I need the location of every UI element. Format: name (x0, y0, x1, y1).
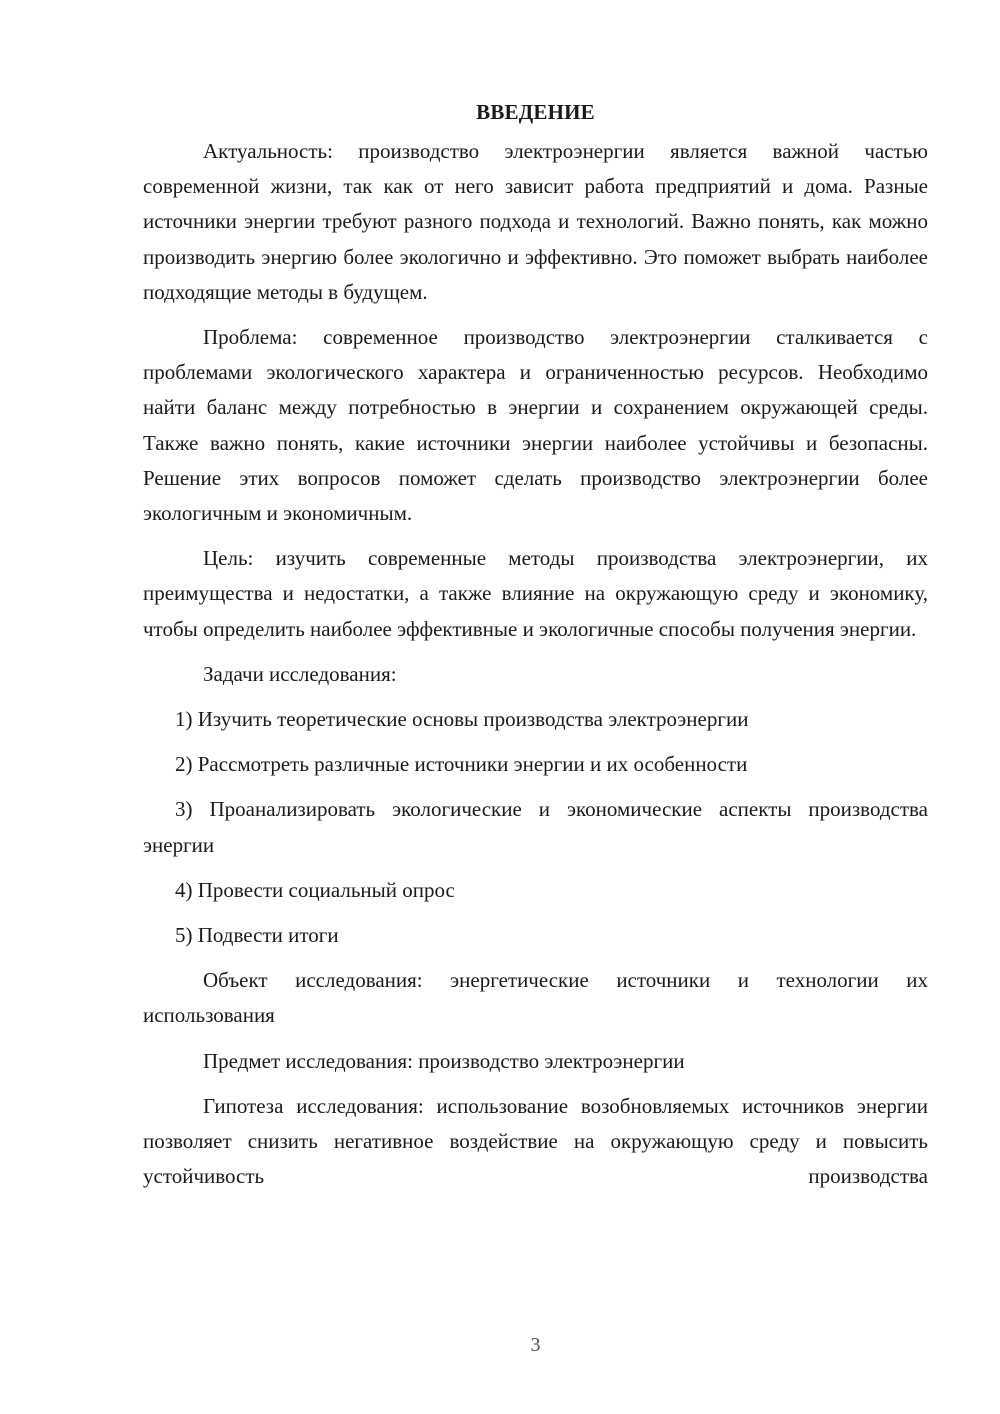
paragraph-object: Объект исследования: энергетические источники и технологии их использования (143, 968, 928, 1028)
page-content (143, 95, 928, 1194)
paragraph-subject: Предмет исследования: производство электроэнергии (203, 1048, 685, 1073)
paragraph-hypothesis: Гипотеза исследования: использование возобновляемых источников энергии позволяет снизить негативное воздействие на окружающую среду и повысить устойчивость производства (143, 1093, 928, 1189)
paragraph-relevance: Актуальность: производство электроэнергии является важной частью современной жизни, так как от него зависит работа предприятий и дома. Разные источники энергии требуют разного подхода и технологий. Важно понять, как можно производить энергию более экологично и эффективно. Это поможет выбрать наиболее подходящие методы в будущем. (143, 139, 928, 304)
list-item-task-3: 3) Проанализировать экологические и экономические аспекты производства энергии (143, 797, 928, 857)
page-title: ВВЕДЕНИЕ (476, 100, 595, 124)
list-item-task-5: 5) Подвести итоги (175, 923, 339, 948)
list-item-task-2: 2) Рассмотреть различные источники энергии и их особенности (175, 752, 748, 777)
list-item-task-1: 1) Изучить теоретические основы производства электроэнергии (175, 707, 749, 732)
paragraph-goal: Цель: изучить современные методы производства электроэнергии, их преимущества и недостатки, а также влияние на окружающую среду и экономику, чтобы определить наиболее эффективные и экологичные способы получения энергии. (143, 546, 928, 641)
paragraph-problem: Проблема: современное производство электроэнергии сталкивается с проблемами экологического характера и ограниченностью ресурсов. Необходимо найти баланс между потребностью в энергии и сохранением окружающей среды. Также важно понять, какие источники энергии наиболее устойчивы и безопасны. Решение этих вопросов поможет сделать производство электроэнергии более экологичным и экономичным. (143, 325, 928, 526)
tasks-heading: Задачи исследования: (203, 661, 397, 686)
list-item-task-4: 4) Провести социальный опрос (175, 877, 455, 902)
page-number: 3 (530, 1334, 541, 1356)
